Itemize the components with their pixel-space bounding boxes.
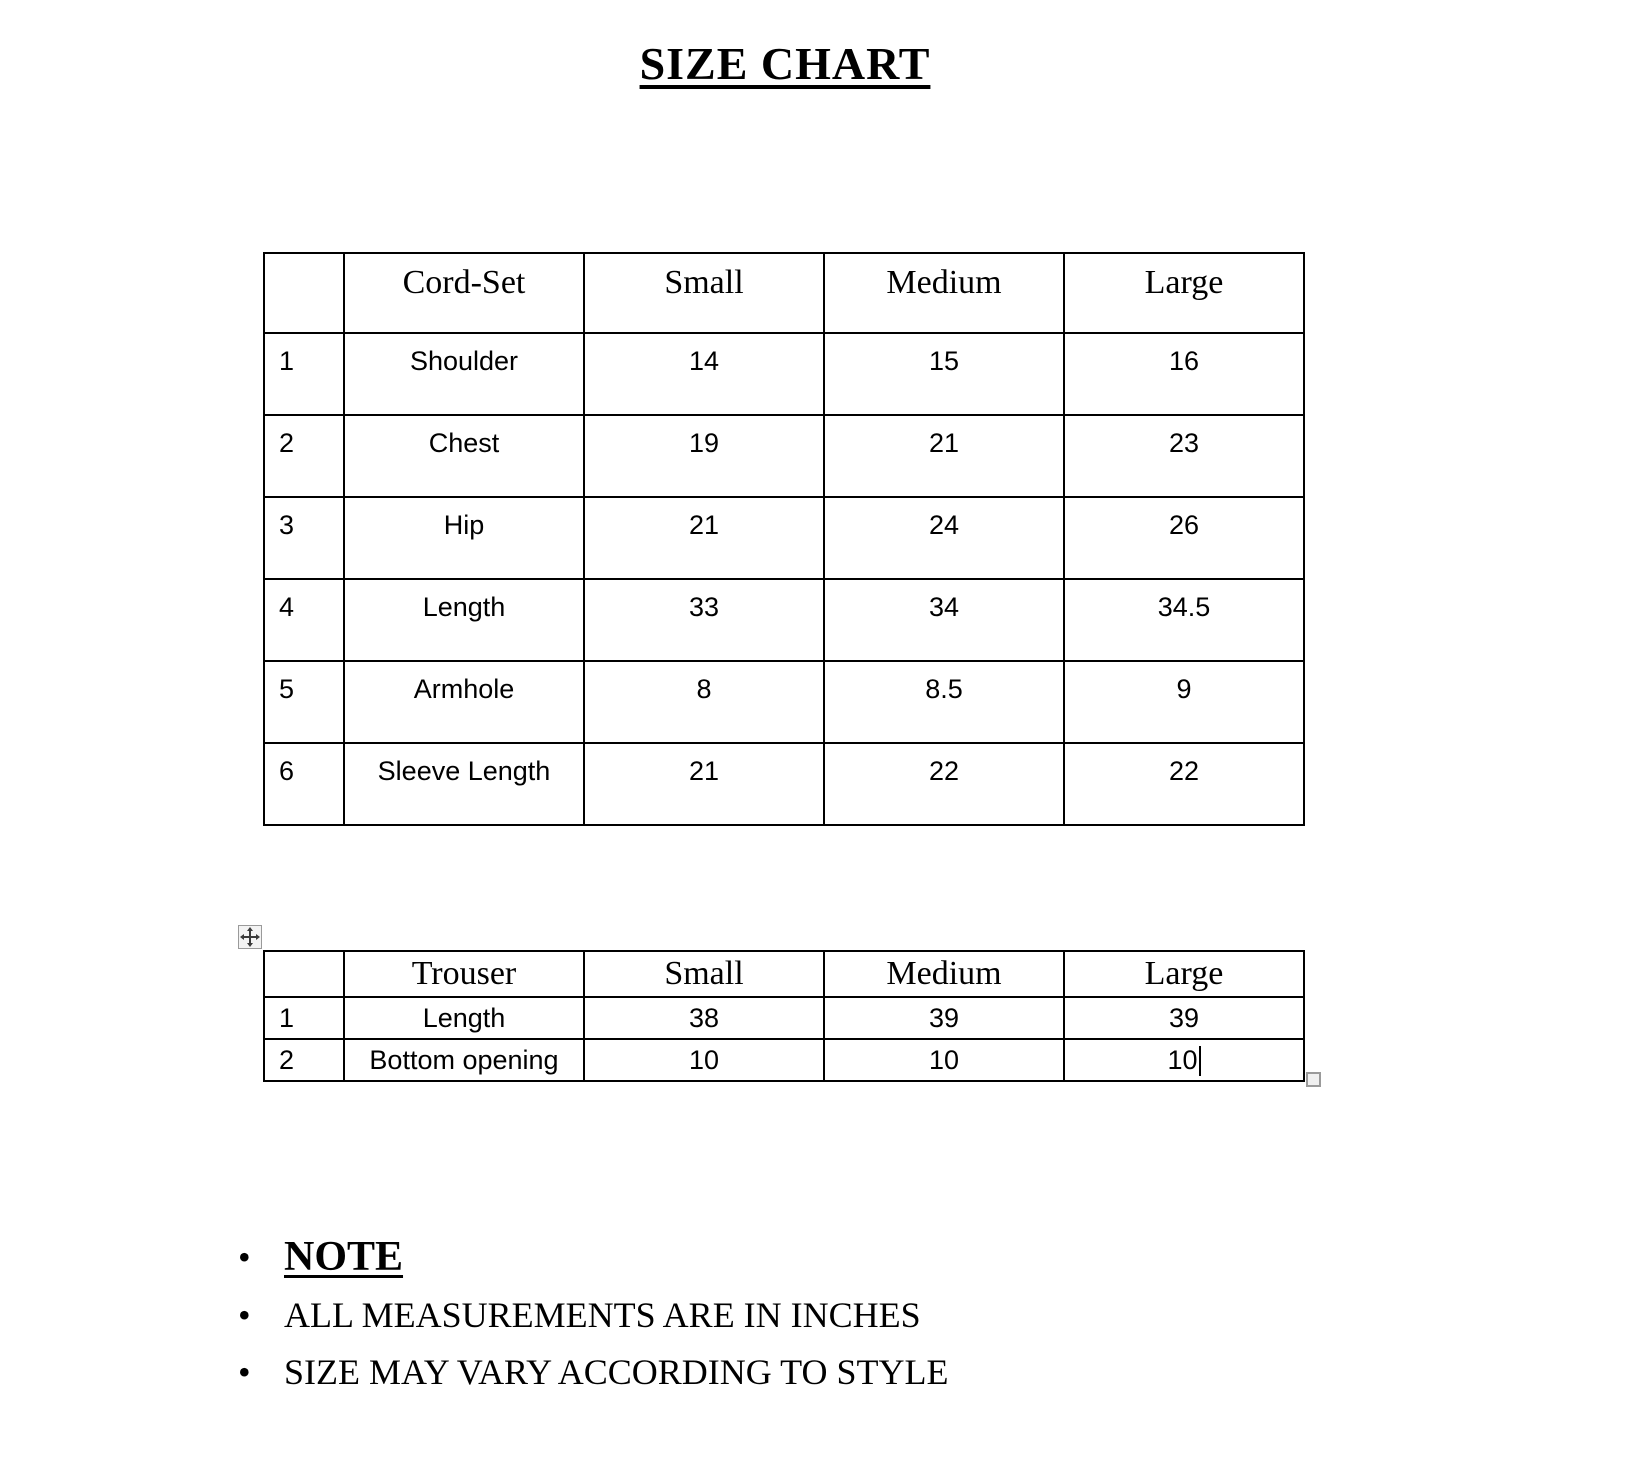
cell-measurement[interactable]: Length xyxy=(344,997,584,1039)
cell-measurement[interactable]: Length xyxy=(344,579,584,661)
table-row xyxy=(264,1039,1304,1081)
table-header-row xyxy=(264,253,1304,333)
cell-large[interactable]: 16 xyxy=(1064,333,1304,415)
table-row xyxy=(264,415,1304,497)
bullet-icon: • xyxy=(238,1351,251,1392)
bullet-icon: • xyxy=(238,1294,251,1335)
table-row xyxy=(264,997,1304,1039)
page-title xyxy=(0,36,1570,91)
cell-large[interactable]: 22 xyxy=(1064,743,1304,825)
cordset-size-table[interactable] xyxy=(263,252,1305,826)
cell-large[interactable]: 34.5 xyxy=(1064,579,1304,661)
header-cell-index[interactable] xyxy=(264,951,344,997)
cell-small[interactable]: 21 xyxy=(584,497,824,579)
cell-measurement[interactable]: Chest xyxy=(344,415,584,497)
cell-measurement[interactable]: Hip xyxy=(344,497,584,579)
table-move-handle[interactable] xyxy=(238,925,262,949)
header-cell-category[interactable]: Cord-Set xyxy=(344,253,584,333)
cell-index[interactable]: 4 xyxy=(264,579,344,661)
cell-medium[interactable]: 21 xyxy=(824,415,1064,497)
note-text: NOTE xyxy=(284,1234,404,1280)
cell-large-active[interactable]: 10 xyxy=(1064,1039,1304,1081)
list-item xyxy=(228,1228,1328,1287)
list-item xyxy=(228,1287,1328,1344)
cell-medium[interactable]: 10 xyxy=(824,1039,1064,1081)
trouser-size-table[interactable] xyxy=(263,950,1305,1082)
cell-small[interactable]: 10 xyxy=(584,1039,824,1081)
cell-medium[interactable]: 34 xyxy=(824,579,1064,661)
header-cell-index[interactable] xyxy=(264,253,344,333)
table-header-row xyxy=(264,951,1304,997)
cell-small[interactable]: 38 xyxy=(584,997,824,1039)
cell-measurement[interactable]: Sleeve Length xyxy=(344,743,584,825)
note-text: ALL MEASUREMENTS ARE IN INCHES xyxy=(284,1294,921,1335)
text-cursor-caret xyxy=(1199,1046,1201,1076)
cell-index[interactable]: 5 xyxy=(264,661,344,743)
cell-large[interactable]: 39 xyxy=(1064,997,1304,1039)
list-item xyxy=(228,1344,1328,1401)
cell-small[interactable]: 19 xyxy=(584,415,824,497)
cell-index[interactable]: 1 xyxy=(264,997,344,1039)
cell-index[interactable]: 6 xyxy=(264,743,344,825)
page-title-text: SIZE CHART xyxy=(639,38,931,89)
cell-medium[interactable]: 39 xyxy=(824,997,1064,1039)
cell-index[interactable]: 2 xyxy=(264,415,344,497)
cell-large[interactable]: 23 xyxy=(1064,415,1304,497)
cell-large[interactable]: 9 xyxy=(1064,661,1304,743)
cell-medium[interactable]: 8.5 xyxy=(824,661,1064,743)
move-cross-icon xyxy=(239,926,261,948)
table-row xyxy=(264,661,1304,743)
cell-measurement[interactable]: Armhole xyxy=(344,661,584,743)
cell-small[interactable]: 8 xyxy=(584,661,824,743)
bullet-icon: • xyxy=(238,1237,251,1277)
header-cell-small[interactable]: Small xyxy=(584,253,824,333)
cell-small[interactable]: 21 xyxy=(584,743,824,825)
header-cell-category[interactable]: Trouser xyxy=(344,951,584,997)
cell-small[interactable]: 33 xyxy=(584,579,824,661)
notes-list xyxy=(228,1228,1328,1401)
cell-medium[interactable]: 22 xyxy=(824,743,1064,825)
cell-measurement[interactable]: Shoulder xyxy=(344,333,584,415)
header-cell-small[interactable]: Small xyxy=(584,951,824,997)
cell-medium[interactable]: 15 xyxy=(824,333,1064,415)
notes-section xyxy=(228,1228,1328,1401)
table-row xyxy=(264,743,1304,825)
cell-large[interactable]: 26 xyxy=(1064,497,1304,579)
cell-index[interactable]: 2 xyxy=(264,1039,344,1081)
cell-medium[interactable]: 24 xyxy=(824,497,1064,579)
table-resize-handle[interactable] xyxy=(1306,1072,1321,1087)
note-text: SIZE MAY VARY ACCORDING TO STYLE xyxy=(284,1351,949,1392)
table-row xyxy=(264,579,1304,661)
table-row xyxy=(264,333,1304,415)
cell-index[interactable]: 1 xyxy=(264,333,344,415)
header-cell-large[interactable]: Large xyxy=(1064,253,1304,333)
header-cell-medium[interactable]: Medium xyxy=(824,951,1064,997)
header-cell-medium[interactable]: Medium xyxy=(824,253,1064,333)
cell-small[interactable]: 14 xyxy=(584,333,824,415)
cell-measurement[interactable]: Bottom opening xyxy=(344,1039,584,1081)
table-row xyxy=(264,497,1304,579)
cell-index[interactable]: 3 xyxy=(264,497,344,579)
header-cell-large[interactable]: Large xyxy=(1064,951,1304,997)
